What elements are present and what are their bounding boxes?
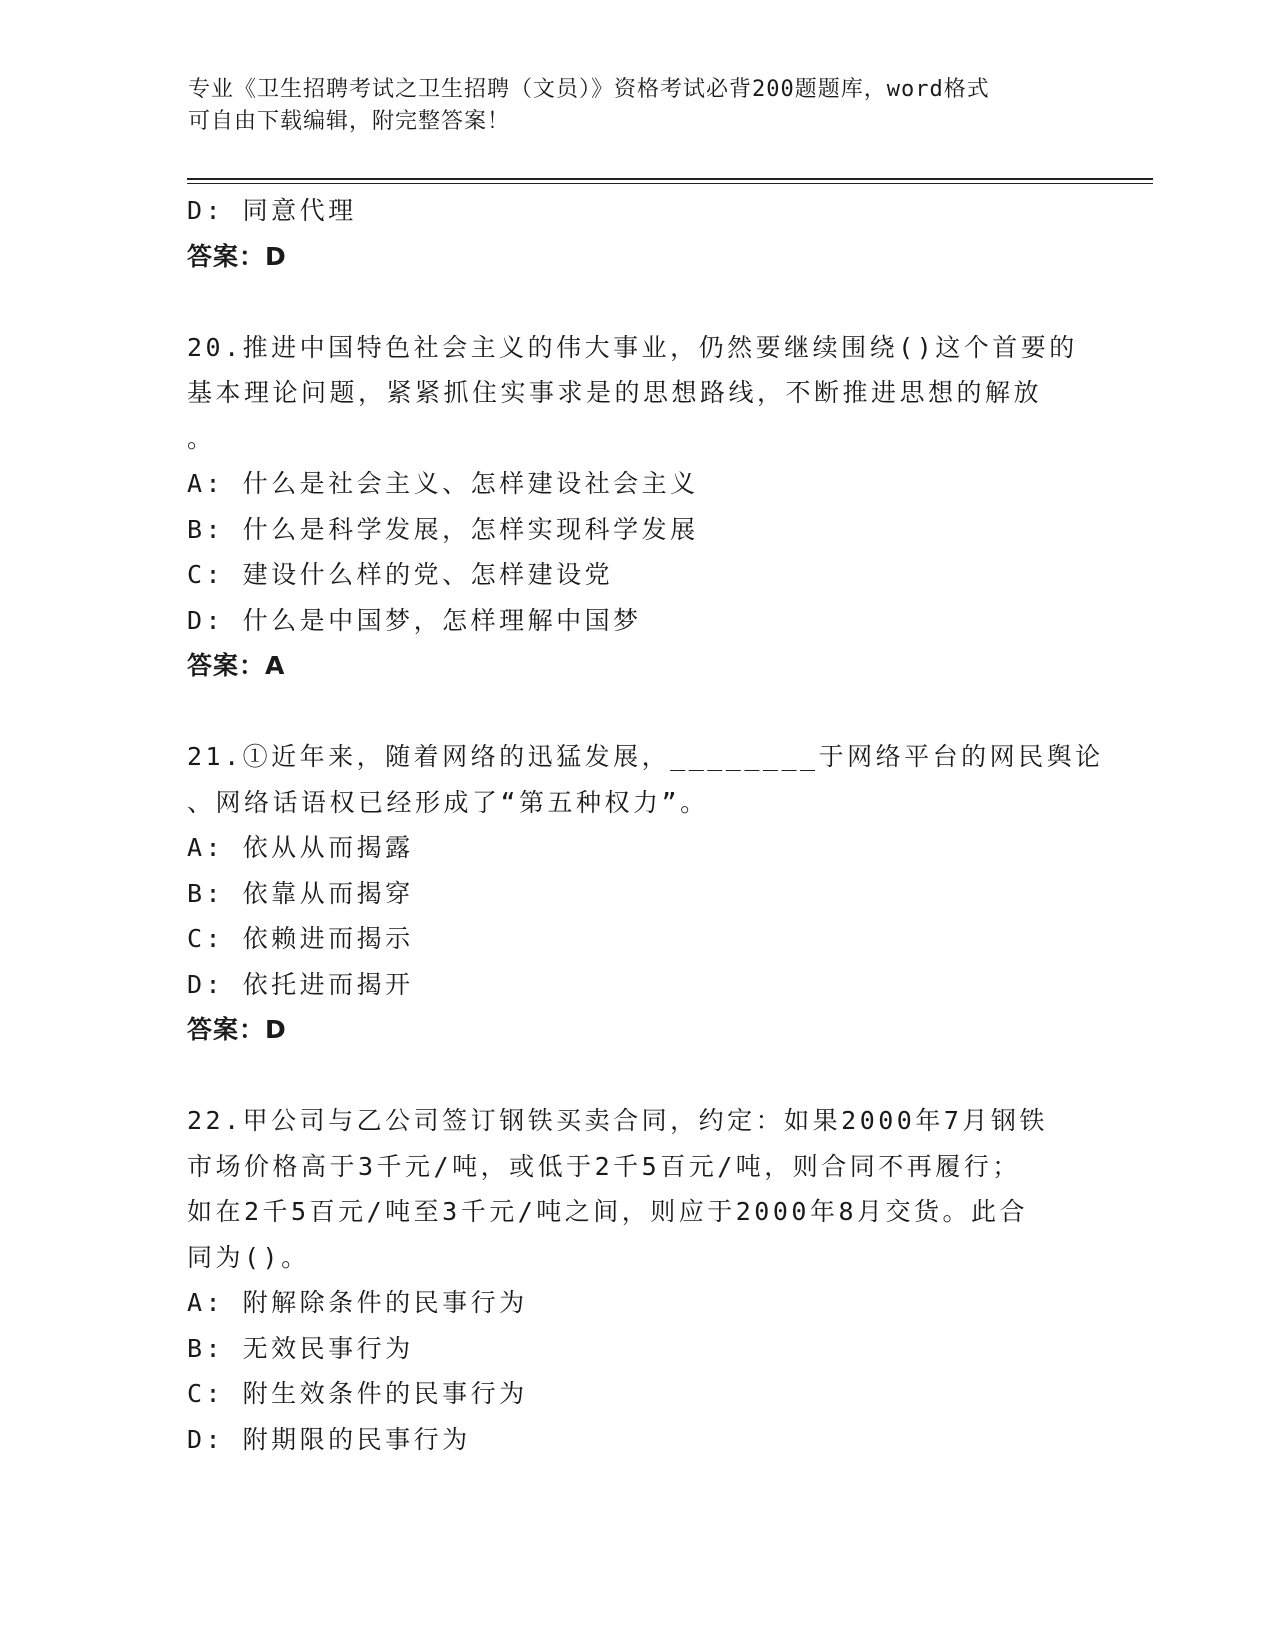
- question-22: [187, 1098, 1087, 1462]
- option-a: A: 什么是社会主义、怎样建设社会主义: [187, 469, 699, 498]
- answer: 答案：A: [187, 651, 286, 680]
- spacer: [187, 689, 1087, 735]
- option-d: D: 什么是中国梦，怎样理解中国梦: [187, 605, 642, 635]
- spacer: [187, 1053, 1087, 1099]
- question-text-line: 21.①近年来，随着网络的迅猛发展，________于网络平台的网民舆论: [187, 742, 1104, 771]
- option-b: B: 依靠从而揭穿: [187, 878, 414, 908]
- question-20: [187, 325, 1087, 689]
- option-a: A: 依从从而揭露: [187, 833, 414, 862]
- option-c: C: 依赖进而揭示: [187, 924, 414, 953]
- option-d: D: 附期限的民事行为: [187, 1424, 471, 1454]
- question-text-line: 。: [187, 423, 216, 453]
- option-a: A: 附解除条件的民事行为: [187, 1288, 528, 1317]
- option-c: C: 建设什么样的党、怎样建设党: [187, 560, 614, 589]
- page-header: [188, 74, 1088, 138]
- header-line-1: 专业《卫生招聘考试之卫生招聘（文员）》资格考试必背200题题库，word格式: [188, 77, 990, 102]
- option-b: B: 什么是科学发展，怎样实现科学发展: [187, 514, 699, 544]
- question-text-line: 市场价格高于3千元/吨，或低于2千5百元/吨，则合同不再履行；: [187, 1151, 1021, 1181]
- option-d: D: 依托进而揭开: [187, 969, 414, 999]
- spacer: [187, 279, 1087, 325]
- header-line-2: 可自由下载编辑，附完整答案！: [188, 109, 511, 134]
- question-text-line: 22.甲公司与乙公司签订钢铁买卖合同，约定：如果2000年7月钢铁: [187, 1106, 1048, 1135]
- header-divider-thin: [187, 183, 1153, 184]
- question-text-line: 如在2千5百元/吨至3千元/吨之间，则应于2000年8月交货。此合: [187, 1197, 1029, 1226]
- question-text-line: 同为()。: [187, 1242, 310, 1272]
- prev-answer: 答案：D: [187, 241, 287, 271]
- option-c: C: 附生效条件的民事行为: [187, 1379, 528, 1408]
- option-b: B: 无效民事行为: [187, 1333, 414, 1363]
- question-text-line: 基本理论问题，紧紧抓住实事求是的思想路线，不断推进思想的解放: [187, 378, 1043, 407]
- answer: 答案：D: [187, 1015, 287, 1044]
- question-text-line: 、网络话语权已经形成了“第五种权力”。: [187, 787, 709, 817]
- prev-option-d: D: 同意代理: [187, 196, 357, 225]
- question-text-line: 20.推进中国特色社会主义的伟大事业，仍然要继续围绕()这个首要的: [187, 332, 1078, 362]
- header-divider-thick: [187, 178, 1153, 180]
- question-list: [187, 188, 1104, 1462]
- question-21: [187, 734, 1104, 1053]
